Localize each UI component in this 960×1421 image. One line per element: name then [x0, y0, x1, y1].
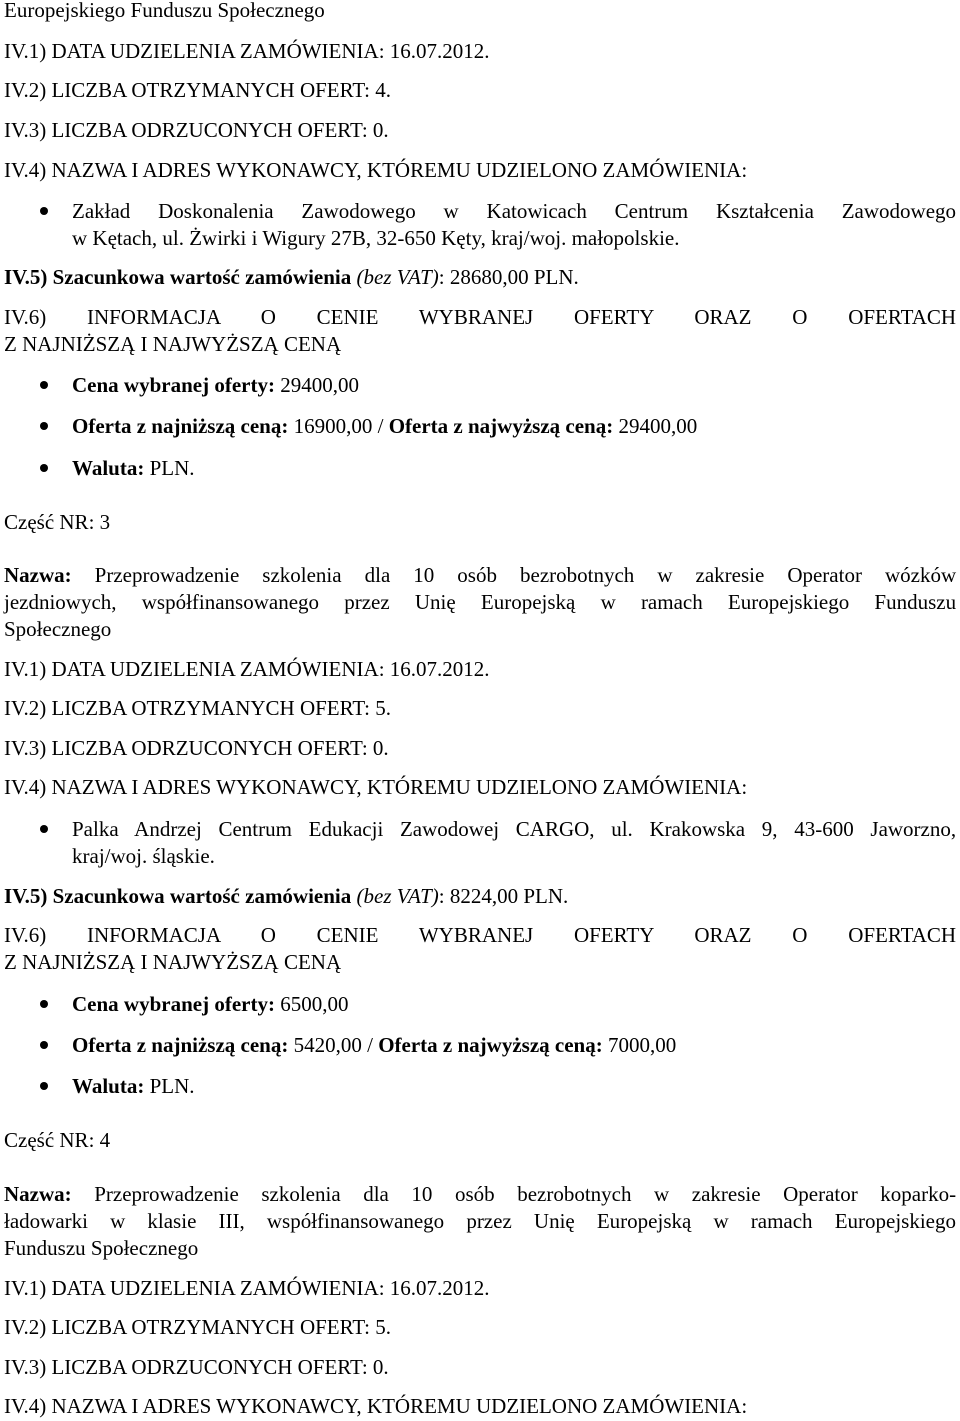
offers-count: IV.2) LICZBA OTRZYMANYCH OFERT: 5.	[4, 1315, 391, 1339]
selected-price: Cena wybranej oferty: 6500,00	[72, 992, 349, 1016]
bullet-icon	[40, 1041, 48, 1049]
info-heading: IV.6) INFORMACJA O CENIE WYBRANEJ OFERTY ORAZ O OFERTACH	[4, 923, 957, 947]
offers-count: IV.2) LICZBA OTRZYMANYCH OFERT: 5.	[4, 696, 391, 720]
bullet-icon	[40, 464, 48, 472]
bullet-icon	[40, 422, 48, 430]
bullet-icon	[40, 207, 48, 215]
selected-price: Cena wybranej oferty: 29400,00	[72, 373, 359, 397]
part-name: Nazwa: Przeprowadzenie szkolenia dla 10 osób bezrobotnych w zakresie Operator wózków	[4, 563, 957, 587]
currency: Waluta: PLN.	[72, 456, 195, 480]
contractor-line: Palka Andrzej Centrum Edukacji Zawodowej CARGO, ul. Krakowska 9, 43-600 Jaworzno,	[72, 817, 957, 841]
award-date: IV.1) DATA UDZIELENIA ZAMÓWIENIA: 16.07.2012.	[4, 1276, 490, 1300]
part-name: Społecznego	[4, 617, 112, 641]
info-heading: Z NAJNIŻSZĄ I NAJWYŻSZĄ CENĄ	[4, 950, 342, 974]
rejected-count: IV.3) LICZBA ODRZUCONYCH OFERT: 0.	[4, 118, 389, 142]
bullet-icon	[40, 825, 48, 833]
contractor-heading: IV.4) NAZWA I ADRES WYKONAWCY, KTÓREMU UDZIELONO ZAMÓWIENIA:	[4, 1394, 748, 1418]
rejected-count: IV.3) LICZBA ODRZUCONYCH OFERT: 0.	[4, 736, 389, 760]
contractor-line: w Kętach, ul. Żwirki i Wigury 27B, 32-650 Kęty, kraj/woj. małopolskie.	[72, 226, 680, 250]
info-heading: IV.6) INFORMACJA O CENIE WYBRANEJ OFERTY ORAZ O OFERTACH	[4, 305, 957, 329]
bullet-icon	[40, 1000, 48, 1008]
contractor-heading: IV.4) NAZWA I ADRES WYKONAWCY, KTÓREMU UDZIELONO ZAMÓWIENIA:	[4, 158, 748, 182]
contractor-line: Zakład Doskonalenia Zawodowego w Katowicach Centrum Kształcenia Zawodowego	[72, 199, 957, 223]
part-number: Część NR: 3	[4, 510, 111, 534]
rejected-count: IV.3) LICZBA ODRZUCONYCH OFERT: 0.	[4, 1355, 389, 1379]
part-name: Nazwa: Przeprowadzenie szkolenia dla 10 osób bezrobotnych w zakresie Operator koparko-	[4, 1182, 957, 1206]
part-name: ładowarki w klasie III, współfinansowanego przez Unię Europejską w ramach Europejskiego	[4, 1209, 956, 1233]
award-date: IV.1) DATA UDZIELENIA ZAMÓWIENIA: 16.07.2012.	[4, 657, 490, 681]
price-range: Oferta z najniższą ceną: 16900,00 / Oferta z najwyższą ceną: 29400,00	[72, 414, 698, 438]
offers-count: IV.2) LICZBA OTRZYMANYCH OFERT: 4.	[4, 78, 391, 102]
info-heading: Z NAJNIŻSZĄ I NAJWYŻSZĄ CENĄ	[4, 332, 342, 356]
part-name: jezdniowych, współfinansowanego przez Unię Europejską w ramach Europejskiego Funduszu	[4, 590, 957, 614]
estimated-value: IV.5) Szacunkowa wartość zamówienia (bez VAT): 28680,00 PLN.	[4, 265, 579, 289]
currency: Waluta: PLN.	[72, 1074, 195, 1098]
part-name: Funduszu Społecznego	[4, 1236, 199, 1260]
contractor-line: kraj/woj. śląskie.	[72, 844, 215, 868]
text-line: Europejskiego Funduszu Społecznego	[4, 0, 325, 22]
bullet-icon	[40, 1082, 48, 1090]
bullet-icon	[40, 381, 48, 389]
estimated-value: IV.5) Szacunkowa wartość zamówienia (bez VAT): 8224,00 PLN.	[4, 884, 569, 908]
part-number: Część NR: 4	[4, 1128, 111, 1152]
award-date: IV.1) DATA UDZIELENIA ZAMÓWIENIA: 16.07.2012.	[4, 39, 490, 63]
contractor-heading: IV.4) NAZWA I ADRES WYKONAWCY, KTÓREMU UDZIELONO ZAMÓWIENIA:	[4, 775, 748, 799]
price-range: Oferta z najniższą ceną: 5420,00 / Oferta z najwyższą ceną: 7000,00	[72, 1033, 677, 1057]
